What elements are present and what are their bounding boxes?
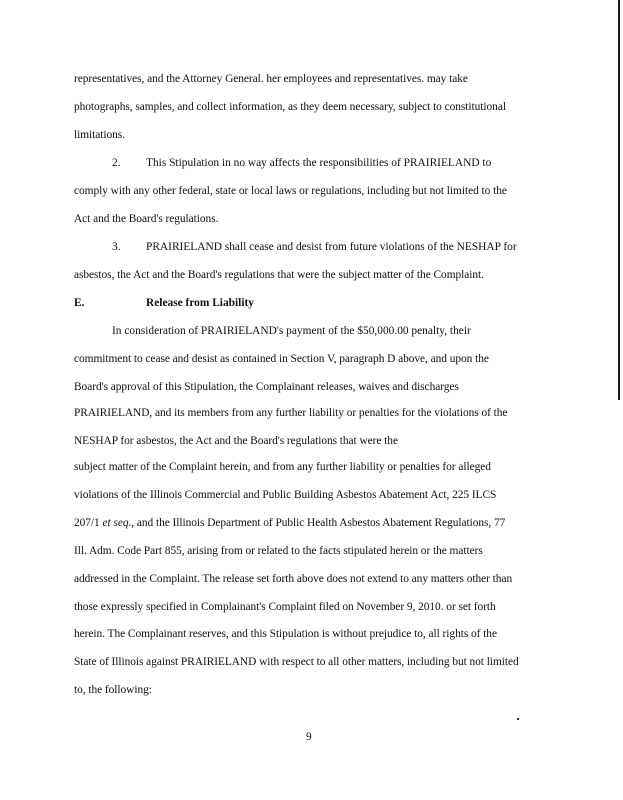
section-e-letter: E. (74, 297, 85, 309)
release-line-11: those expressly specified in Complainant's Complaint filed on November 9, 2010. or set forth (74, 601, 496, 613)
section-e-title: Release from Liability (146, 297, 254, 309)
release-line-3: Board's approval of this Stipulation, the Complainant releases, waives and discharges (74, 381, 459, 393)
release-line-2: commitment to cease and desist as contained in Section V, paragraph D above, and upon the (74, 353, 489, 365)
release-line-5: NESHAP for asbestos, the Act and the Board's regulations that were the (74, 435, 398, 447)
intro-line-1: representatives, and the Attorney General. her employees and representatives. may take (74, 73, 468, 85)
item-2-line-3: Act and the Board's regulations. (74, 213, 219, 225)
release-line-9: Ill. Adm. Code Part 855, arising from or related to the facts stipulated herein or the matters (74, 545, 483, 557)
citation-et-seq: et seq. (102, 517, 132, 529)
citation-ilcs: 207/1 (74, 517, 100, 529)
item-2-number: 2. (112, 157, 121, 169)
release-line-13: State of Illinois against PRAIRIELAND with respect to all other matters, including but not limited (74, 656, 519, 668)
release-line-8-rest: , and the Illinois Department of Public Health Asbestos Abatement Regulations, 77 (131, 517, 506, 529)
intro-line-2: photographs, samples, and collect information, as they deem necessary, subject to constitutional (74, 101, 506, 113)
scan-speck (517, 718, 519, 720)
release-line-8 (74, 516, 505, 530)
item-2-line-1: This Stipulation in no way affects the responsibilities of PRAIRIELAND to (146, 157, 492, 169)
scan-edge-line (618, 0, 620, 400)
item-3-line-1: PRAIRIELAND shall cease and desist from future violations of the NESHAP for (146, 241, 517, 253)
item-3-number: 3. (112, 241, 121, 253)
release-line-12: herein. The Complainant reserves, and this Stipulation is without prejudice to, all rights of the (74, 628, 497, 640)
release-line-7: violations of the Illinois Commercial and Public Building Asbestos Abatement Act, 225 ILCS (74, 489, 497, 501)
page-number: 9 (306, 731, 312, 743)
release-line-4: PRAIRIELAND, and its members from any further liability or penalties for the violations of the (74, 407, 508, 419)
release-line-10: addressed in the Complaint. The release set forth above does not extend to any matters other than (74, 573, 513, 585)
release-line-14: to, the following: (74, 684, 152, 696)
release-line-1: In consideration of PRAIRIELAND's payment of the $50,000.00 penalty, their (112, 325, 471, 337)
item-2-line-2: comply with any other federal, state or local laws or regulations, including but not limited to the (74, 185, 507, 197)
release-line-6: subject matter of the Complaint herein, and from any further liability or penalties for alleged (74, 461, 491, 473)
intro-line-3: limitations. (74, 129, 125, 141)
item-3-line-2: asbestos, the Act and the Board's regulations that were the subject matter of the Complaint. (74, 269, 484, 281)
